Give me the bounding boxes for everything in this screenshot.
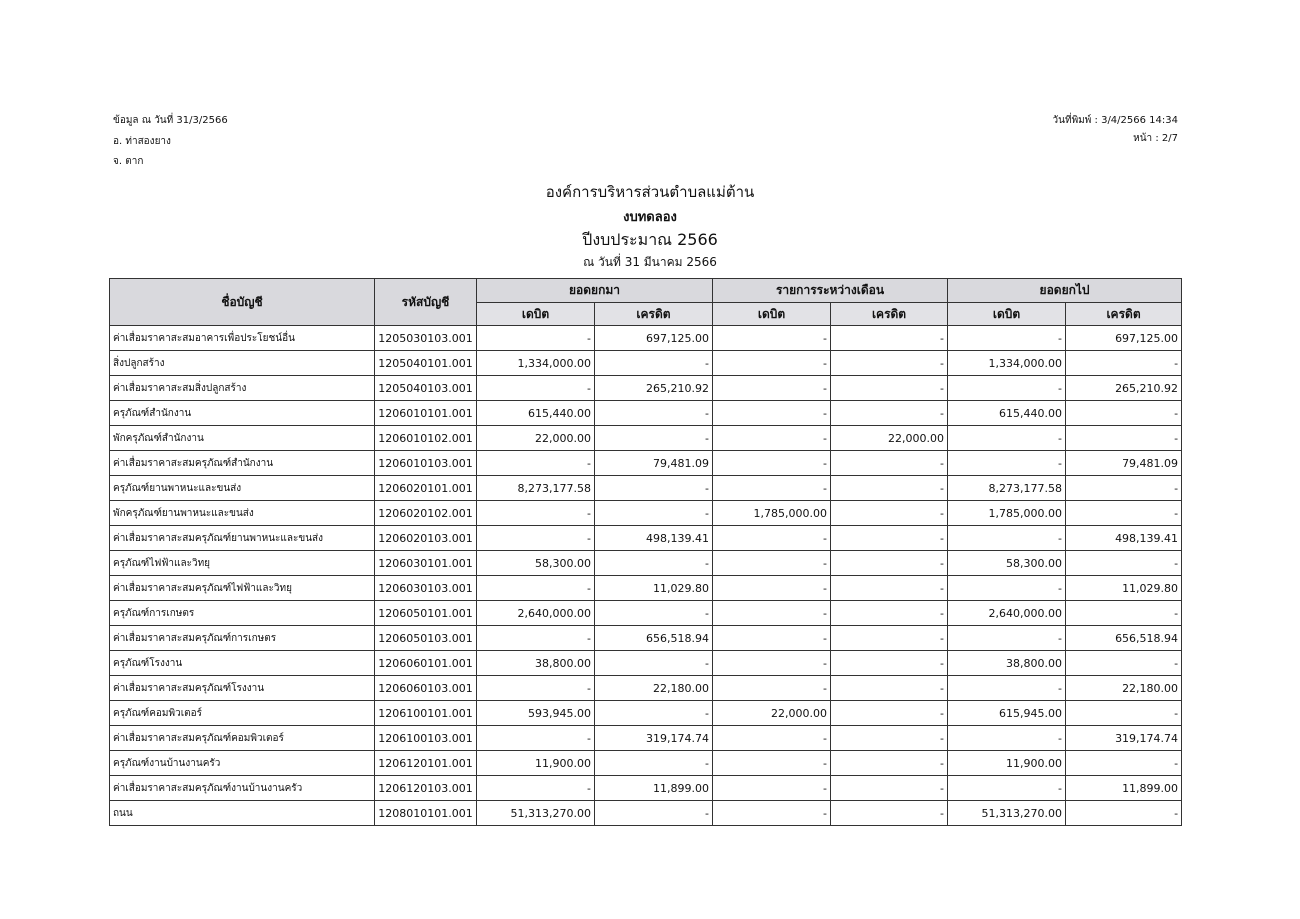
- cf-debit-cell: 615,945.00: [948, 701, 1066, 726]
- table-row: [110, 501, 1182, 526]
- header-cf-debit: เดบิต: [948, 303, 1066, 326]
- bf-credit-cell: 265,210.92: [595, 376, 713, 401]
- cf-debit-cell: -: [948, 676, 1066, 701]
- table-row: [110, 326, 1182, 351]
- account-name-cell: ค่าเสื่อมราคาสะสมครุภัณฑ์การเกษตร: [110, 626, 375, 651]
- table-row: [110, 801, 1182, 826]
- print-date: วันที่พิมพ์ : 3/4/2566 14:34: [1052, 115, 1178, 126]
- account-code-cell: 1205040101.001: [375, 351, 477, 376]
- month-debit-cell: 1,785,000.00: [713, 501, 831, 526]
- cf-credit-cell: 319,174.74: [1066, 726, 1182, 751]
- bf-debit-cell: -: [477, 376, 595, 401]
- bf-debit-cell: -: [477, 676, 595, 701]
- cf-credit-cell: -: [1066, 651, 1182, 676]
- month-credit-cell: -: [831, 501, 948, 526]
- cf-credit-cell: -: [1066, 801, 1182, 826]
- cf-credit-cell: 656,518.94: [1066, 626, 1182, 651]
- month-debit-cell: 22,000.00: [713, 701, 831, 726]
- account-code-cell: 1206100103.001: [375, 726, 477, 751]
- bf-debit-cell: 615,440.00: [477, 401, 595, 426]
- bf-credit-cell: -: [595, 401, 713, 426]
- account-code-cell: 1206030101.001: [375, 551, 477, 576]
- month-debit-cell: -: [713, 351, 831, 376]
- month-debit-cell: -: [713, 676, 831, 701]
- month-credit-cell: -: [831, 351, 948, 376]
- bf-credit-cell: 498,139.41: [595, 526, 713, 551]
- month-credit-cell: -: [831, 726, 948, 751]
- account-code-cell: 1206020101.001: [375, 476, 477, 501]
- account-code-cell: 1205030103.001: [375, 326, 477, 351]
- bf-credit-cell: -: [595, 751, 713, 776]
- month-credit-cell: -: [831, 676, 948, 701]
- account-name-cell: สิ่งปลูกสร้าง: [110, 351, 375, 376]
- table-row: [110, 351, 1182, 376]
- cf-credit-cell: -: [1066, 426, 1182, 451]
- table-row: [110, 651, 1182, 676]
- cf-credit-cell: 11,029.80: [1066, 576, 1182, 601]
- account-name-cell: ค่าเสื่อมราคาสะสมครุภัณฑ์คอมพิวเตอร์: [110, 726, 375, 751]
- report-meta-left: [113, 114, 228, 176]
- header-cf-credit: เครดิต: [1066, 303, 1182, 326]
- cf-debit-cell: 38,800.00: [948, 651, 1066, 676]
- table-row: [110, 751, 1182, 776]
- account-code-cell: 1206050103.001: [375, 626, 477, 651]
- account-code-cell: 1206060101.001: [375, 651, 477, 676]
- account-code-cell: 1206050101.001: [375, 601, 477, 626]
- cf-debit-cell: 58,300.00: [948, 551, 1066, 576]
- cf-debit-cell: -: [948, 326, 1066, 351]
- month-credit-cell: -: [831, 701, 948, 726]
- cf-credit-cell: 11,899.00: [1066, 776, 1182, 801]
- bf-debit-cell: -: [477, 626, 595, 651]
- cf-credit-cell: -: [1066, 551, 1182, 576]
- account-code-cell: 1206010101.001: [375, 401, 477, 426]
- account-code-cell: 1205040103.001: [375, 376, 477, 401]
- as-of-date: ณ วันที่ 31 มีนาคม 2566: [583, 255, 717, 269]
- month-debit-cell: -: [713, 801, 831, 826]
- bf-credit-cell: -: [595, 551, 713, 576]
- account-code-cell: 1206120103.001: [375, 776, 477, 801]
- cf-credit-cell: -: [1066, 701, 1182, 726]
- bf-credit-cell: 319,174.74: [595, 726, 713, 751]
- cf-credit-cell: 498,139.41: [1066, 526, 1182, 551]
- month-credit-cell: -: [831, 626, 948, 651]
- cf-debit-cell: 51,313,270.00: [948, 801, 1066, 826]
- month-debit-cell: -: [713, 601, 831, 626]
- table-row: [110, 526, 1182, 551]
- bf-debit-cell: -: [477, 776, 595, 801]
- month-debit-cell: -: [713, 576, 831, 601]
- bf-credit-cell: 11,029.80: [595, 576, 713, 601]
- report-title: งบทดลอง: [623, 210, 677, 225]
- month-debit-cell: -: [713, 726, 831, 751]
- header-month-credit: เครดิต: [831, 303, 948, 326]
- page-number: หน้า : 2/7: [1133, 133, 1178, 144]
- bf-debit-cell: -: [477, 726, 595, 751]
- account-code-cell: 1206010102.001: [375, 426, 477, 451]
- report-meta-right: [1053, 114, 1178, 150]
- table-row: [110, 626, 1182, 651]
- cf-credit-cell: -: [1066, 401, 1182, 426]
- fiscal-year: ปีงบประมาณ 2566: [582, 230, 718, 249]
- table-row: [110, 401, 1182, 426]
- cf-credit-cell: 79,481.09: [1066, 451, 1182, 476]
- table-row: [110, 701, 1182, 726]
- cf-debit-cell: 615,440.00: [948, 401, 1066, 426]
- bf-debit-cell: -: [477, 326, 595, 351]
- bf-debit-cell: -: [477, 451, 595, 476]
- bf-debit-cell: -: [477, 526, 595, 551]
- table-row: [110, 551, 1182, 576]
- account-name-cell: ครุภัณฑ์สำนักงาน: [110, 401, 375, 426]
- bf-credit-cell: 656,518.94: [595, 626, 713, 651]
- bf-debit-cell: 1,334,000.00: [477, 351, 595, 376]
- bf-debit-cell: 51,313,270.00: [477, 801, 595, 826]
- account-name-cell: ครุภัณฑ์งานบ้านงานครัว: [110, 751, 375, 776]
- account-code-cell: 1206100101.001: [375, 701, 477, 726]
- account-name-cell: ครุภัณฑ์คอมพิวเตอร์: [110, 701, 375, 726]
- cf-debit-cell: -: [948, 626, 1066, 651]
- cf-debit-cell: -: [948, 376, 1066, 401]
- cf-credit-cell: -: [1066, 501, 1182, 526]
- table-row: [110, 426, 1182, 451]
- account-name-cell: ค่าเสื่อมราคาสะสมสิ่งปลูกสร้าง: [110, 376, 375, 401]
- header-brought-forward: ยอดยกมา: [477, 279, 713, 303]
- bf-credit-cell: -: [595, 651, 713, 676]
- cf-credit-cell: -: [1066, 476, 1182, 501]
- account-name-cell: ค่าเสื่อมราคาสะสมครุภัณฑ์สำนักงาน: [110, 451, 375, 476]
- cf-debit-cell: 1,785,000.00: [948, 501, 1066, 526]
- account-code-cell: 1206030103.001: [375, 576, 477, 601]
- month-credit-cell: -: [831, 776, 948, 801]
- bf-credit-cell: -: [595, 701, 713, 726]
- account-name-cell: ค่าเสื่อมราคาสะสมครุภัณฑ์ยานพาหนะและขนส่ง: [110, 526, 375, 551]
- account-name-cell: ถนน: [110, 801, 375, 826]
- month-credit-cell: -: [831, 651, 948, 676]
- month-credit-cell: -: [831, 376, 948, 401]
- month-credit-cell: 22,000.00: [831, 426, 948, 451]
- month-debit-cell: -: [713, 626, 831, 651]
- table-row: [110, 601, 1182, 626]
- month-credit-cell: -: [831, 751, 948, 776]
- bf-credit-cell: -: [595, 601, 713, 626]
- cf-debit-cell: 8,273,177.58: [948, 476, 1066, 501]
- header-month-debit: เดบิต: [713, 303, 831, 326]
- district: อ. ท่าสองยาง: [113, 135, 171, 147]
- table-body: [110, 326, 1182, 826]
- month-debit-cell: -: [713, 476, 831, 501]
- bf-debit-cell: 593,945.00: [477, 701, 595, 726]
- month-debit-cell: -: [713, 451, 831, 476]
- bf-debit-cell: -: [477, 576, 595, 601]
- account-name-cell: ครุภัณฑ์ไฟฟ้าและวิทยุ: [110, 551, 375, 576]
- cf-credit-cell: 697,125.00: [1066, 326, 1182, 351]
- header-account-code: รหัสบัญชี: [375, 279, 477, 326]
- bf-credit-cell: 79,481.09: [595, 451, 713, 476]
- header-during-month: รายการระหว่างเดือน: [713, 279, 948, 303]
- cf-credit-cell: -: [1066, 751, 1182, 776]
- month-credit-cell: -: [831, 551, 948, 576]
- account-code-cell: 1206010103.001: [375, 451, 477, 476]
- table-row: [110, 576, 1182, 601]
- account-name-cell: ครุภัณฑ์การเกษตร: [110, 601, 375, 626]
- bf-credit-cell: -: [595, 501, 713, 526]
- account-code-cell: 1206020102.001: [375, 501, 477, 526]
- cf-debit-cell: 1,334,000.00: [948, 351, 1066, 376]
- month-debit-cell: -: [713, 376, 831, 401]
- bf-credit-cell: -: [595, 426, 713, 451]
- month-credit-cell: -: [831, 451, 948, 476]
- header-account-name: ชื่อบัญชี: [110, 279, 375, 326]
- cf-credit-cell: -: [1066, 601, 1182, 626]
- month-credit-cell: -: [831, 476, 948, 501]
- month-credit-cell: -: [831, 801, 948, 826]
- month-debit-cell: -: [713, 426, 831, 451]
- bf-debit-cell: 58,300.00: [477, 551, 595, 576]
- account-name-cell: พักครุภัณฑ์ยานพาหนะและขนส่ง: [110, 501, 375, 526]
- account-name-cell: ครุภัณฑ์โรงงาน: [110, 651, 375, 676]
- account-name-cell: ค่าเสื่อมราคาสะสมครุภัณฑ์งานบ้านงานครัว: [110, 776, 375, 801]
- month-debit-cell: -: [713, 401, 831, 426]
- month-debit-cell: -: [713, 551, 831, 576]
- account-code-cell: 1206060103.001: [375, 676, 477, 701]
- province: จ. ตาก: [113, 156, 144, 167]
- account-name-cell: ค่าเสื่อมราคาสะสมอาคารเพื่อประโยชน์อื่น: [110, 326, 375, 351]
- account-code-cell: 1206120101.001: [375, 751, 477, 776]
- month-credit-cell: -: [831, 326, 948, 351]
- month-credit-cell: -: [831, 576, 948, 601]
- table-row: [110, 476, 1182, 501]
- month-debit-cell: -: [713, 651, 831, 676]
- bf-debit-cell: 2,640,000.00: [477, 601, 595, 626]
- account-name-cell: ค่าเสื่อมราคาสะสมครุภัณฑ์โรงงาน: [110, 676, 375, 701]
- table-row: [110, 376, 1182, 401]
- org-title: องค์การบริหารส่วนตำบลแม่ต้าน: [545, 183, 755, 201]
- account-name-cell: พักครุภัณฑ์สำนักงาน: [110, 426, 375, 451]
- header-carried-forward: ยอดยกไป: [948, 279, 1182, 303]
- bf-debit-cell: 8,273,177.58: [477, 476, 595, 501]
- cf-debit-cell: -: [948, 726, 1066, 751]
- cf-debit-cell: -: [948, 451, 1066, 476]
- cf-debit-cell: -: [948, 526, 1066, 551]
- header-bf-debit: เดบิต: [477, 303, 595, 326]
- table-row: [110, 676, 1182, 701]
- bf-debit-cell: -: [477, 501, 595, 526]
- bf-credit-cell: 22,180.00: [595, 676, 713, 701]
- bf-credit-cell: 11,899.00: [595, 776, 713, 801]
- month-credit-cell: -: [831, 601, 948, 626]
- month-credit-cell: -: [831, 401, 948, 426]
- month-debit-cell: -: [713, 326, 831, 351]
- bf-debit-cell: 22,000.00: [477, 426, 595, 451]
- bf-debit-cell: 38,800.00: [477, 651, 595, 676]
- month-debit-cell: -: [713, 776, 831, 801]
- account-code-cell: 1206020103.001: [375, 526, 477, 551]
- cf-debit-cell: 2,640,000.00: [948, 601, 1066, 626]
- bf-credit-cell: -: [595, 476, 713, 501]
- bf-credit-cell: 697,125.00: [595, 326, 713, 351]
- month-debit-cell: -: [713, 751, 831, 776]
- cf-credit-cell: 265,210.92: [1066, 376, 1182, 401]
- month-credit-cell: -: [831, 526, 948, 551]
- bf-credit-cell: -: [595, 351, 713, 376]
- account-name-cell: ค่าเสื่อมราคาสะสมครุภัณฑ์ไฟฟ้าและวิทยุ: [110, 576, 375, 601]
- cf-debit-cell: 11,900.00: [948, 751, 1066, 776]
- account-code-cell: 1208010101.001: [375, 801, 477, 826]
- table-row: [110, 726, 1182, 751]
- trial-balance-table: [109, 278, 1182, 826]
- table-row: [110, 451, 1182, 476]
- account-name-cell: ครุภัณฑ์ยานพาหนะและขนส่ง: [110, 476, 375, 501]
- month-debit-cell: -: [713, 526, 831, 551]
- cf-debit-cell: -: [948, 776, 1066, 801]
- cf-credit-cell: 22,180.00: [1066, 676, 1182, 701]
- table-row: [110, 776, 1182, 801]
- bf-credit-cell: -: [595, 801, 713, 826]
- data-as-of: ข้อมูล ณ วันที่ 31/3/2566: [113, 115, 228, 126]
- bf-debit-cell: 11,900.00: [477, 751, 595, 776]
- cf-debit-cell: -: [948, 576, 1066, 601]
- cf-debit-cell: -: [948, 426, 1066, 451]
- cf-credit-cell: -: [1066, 351, 1182, 376]
- header-bf-credit: เครดิต: [595, 303, 713, 326]
